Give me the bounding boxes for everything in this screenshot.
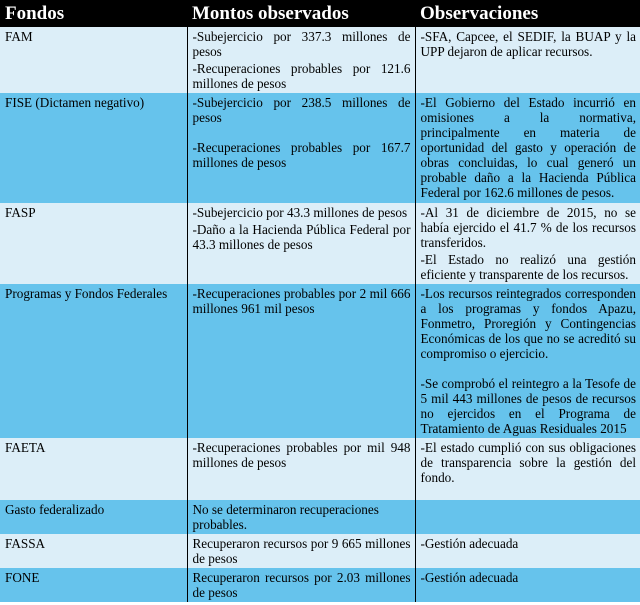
fund-name: Programas y Fondos Federales: [0, 284, 187, 438]
amount-item: -Recuperaciones probables por 121.6 millones de pesos: [192, 61, 411, 91]
amounts-cell: [187, 27, 415, 93]
observations-cell: [415, 27, 640, 93]
fund-name: FAM: [0, 27, 187, 93]
amount-item: -Daño a la Hacienda Pública Federal por 43.3 millones de pesos: [192, 222, 411, 252]
fund-name: FONE: [0, 568, 187, 602]
header-fondos: Fondos: [0, 0, 187, 27]
fund-name: Gasto federalizado: [0, 500, 187, 534]
observation-item: -Gestión adecuada: [420, 536, 519, 551]
header-montos: Montos observados: [187, 0, 415, 27]
table-row: [0, 438, 640, 500]
fund-name: FAETA: [0, 438, 187, 500]
header-observaciones: Observaciones: [415, 0, 640, 27]
table-row: [0, 534, 640, 568]
fund-name: FASP: [0, 203, 187, 284]
amounts-cell: [187, 284, 415, 438]
amounts-cell: [187, 203, 415, 284]
amounts-cell: [187, 93, 415, 203]
observations-cell: [415, 93, 640, 203]
amount-item: -Recuperaciones probables por mil 948 millones de pesos: [192, 440, 411, 470]
observations-cell: [415, 284, 640, 438]
fund-name: FASSA: [0, 534, 187, 568]
amount-item: -Subejercicio por 238.5 millones de pesos: [192, 95, 411, 125]
observation-item: -El Gobierno del Estado incurrió en omisiones a la normativa, principalmente en materia de oportunidad del gasto y operación de obras concluidas, lo cual generó un probable daño a la Hacienda Pública Federal por 162.6 millones de pesos.: [420, 95, 636, 200]
amounts-cell: [187, 438, 415, 500]
observations-cell: [415, 568, 640, 602]
table-row: [0, 568, 640, 602]
observation-item: -Los recursos reintegrados corresponden a los programas y fondos Apazu, Fonmetro, Proregión y Contingencias Económicas de los que no se acreditó su compromiso o ejercicio.: [420, 286, 636, 361]
observation-item: -SFA, Capcee, el SEDIF, la BUAP y la UPP dejaron de aplicar recursos.: [420, 29, 636, 59]
amounts-cell: [187, 534, 415, 568]
table-row: [0, 500, 640, 534]
fund-name: FISE (Dictamen negativo): [0, 93, 187, 203]
table-row: [0, 203, 640, 284]
observation-item: -Al 31 de diciembre de 2015, no se había ejercido el 41.7 % de los recursos transferidos.: [420, 205, 636, 250]
table-row: [0, 284, 640, 438]
header-row: [0, 0, 640, 27]
table-row: [0, 27, 640, 93]
observation-item: -Se comprobó el reintegro a la Tesofe de 5 mil 443 millones de pesos de recursos no ejercidos en el Programa de Tratamiento de Aguas Residuales 2015: [420, 376, 636, 436]
observation-item: -El Estado no realizó una gestión eficiente y transparente de los recursos.: [420, 252, 636, 282]
amount-item: Recuperaron recursos por 2.03 millones de pesos: [192, 570, 411, 600]
amounts-cell: [187, 500, 415, 534]
amount-item: Recuperaron recursos por 9 665 millones de pesos: [192, 536, 411, 566]
observation-item: -Gestión adecuada: [420, 570, 519, 585]
amount-item: -Subejercicio por 337.3 millones de pesos: [192, 29, 411, 59]
amount-item: -Recuperaciones probables por 167.7 millones de pesos: [192, 140, 411, 170]
observations-cell: [415, 438, 640, 500]
amounts-cell: [187, 568, 415, 602]
table-row: [0, 93, 640, 203]
amount-item: -Subejercicio por 43.3 millones de pesos: [192, 205, 408, 220]
amount-item: No se determinaron recuperaciones probables.: [192, 502, 379, 532]
observations-cell: [415, 534, 640, 568]
observation-item: -El estado cumplió con sus obligaciones de transparencia sobre la gestión del fondo.: [420, 440, 636, 485]
observations-cell: [415, 203, 640, 284]
amount-item: -Recuperaciones probables por 2 mil 666 millones 961 mil pesos: [192, 286, 411, 316]
observations-cell: [415, 500, 640, 534]
